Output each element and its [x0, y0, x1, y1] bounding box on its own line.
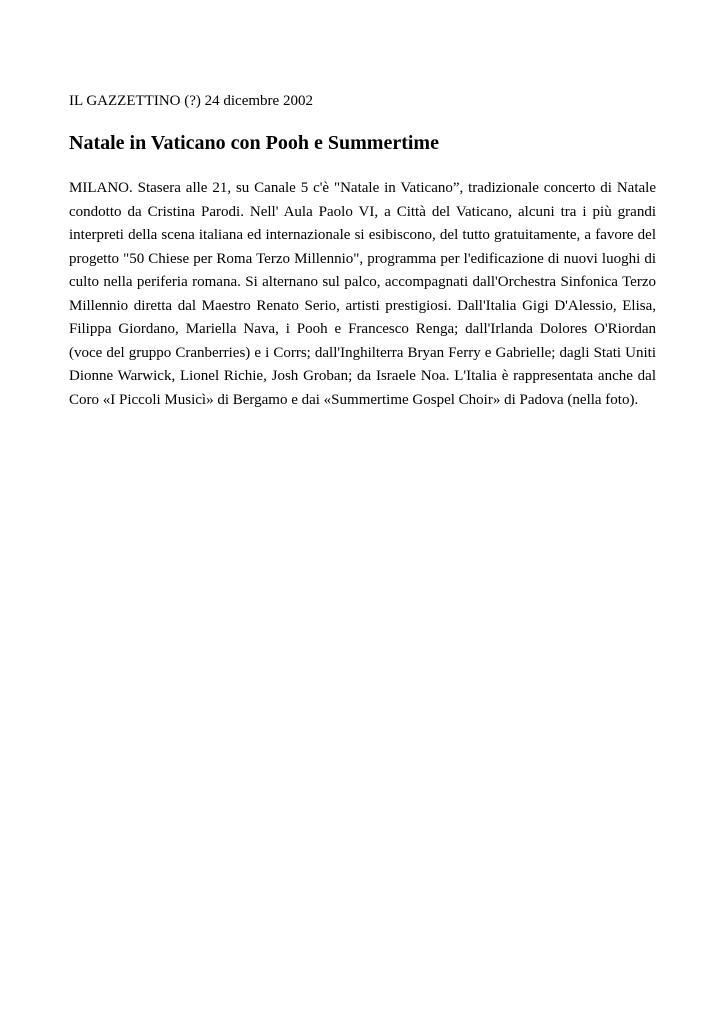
article-title: Natale in Vaticano con Pooh e Summertime [69, 132, 439, 154]
article-body: MILANO. Stasera alle 21, su Canale 5 c'è "Natale in Vaticano”, tradizionale concerto di Natale condotto da Cristina Parodi. Nell' Aula Paolo VI, a Città del Vaticano, alcuni tra i più grandi interpreti della scena italiana ed internazionale si esibiscono, del tutto gratuitamente, a favore del progetto "50 Chiese per Roma Terzo Millennio", programma per l'edificazione di nuovi luoghi di culto nella periferia romana. Si alternano sul palco, accompagnati dall'Orchestra Sinfonica Terzo Millennio diretta dal Maestro Renato Serio, artisti prestigiosi. Dall'Italia Gigi D'Alessio, Elisa, Filippa Giordano, Mariella Nava, i Pooh e Francesco Renga; dall'Irlanda Dolores O'Riordan (voce del gruppo Cranberries) e i Corrs; dall'Inghilterra Bryan Ferry e Gabrielle; dagli Stati Uniti Dionne Warwick, Lionel Richie, Josh Groban; da Israele Noa. L'Italia è rappresentata anche dal Coro «I Piccoli Musicì» di Bergamo e dai «Summertime Gospel Choir» di Padova (nella foto). [69, 180, 656, 408]
source-line: IL GAZZETTINO (?) 24 dicembre 2002 [69, 93, 313, 109]
